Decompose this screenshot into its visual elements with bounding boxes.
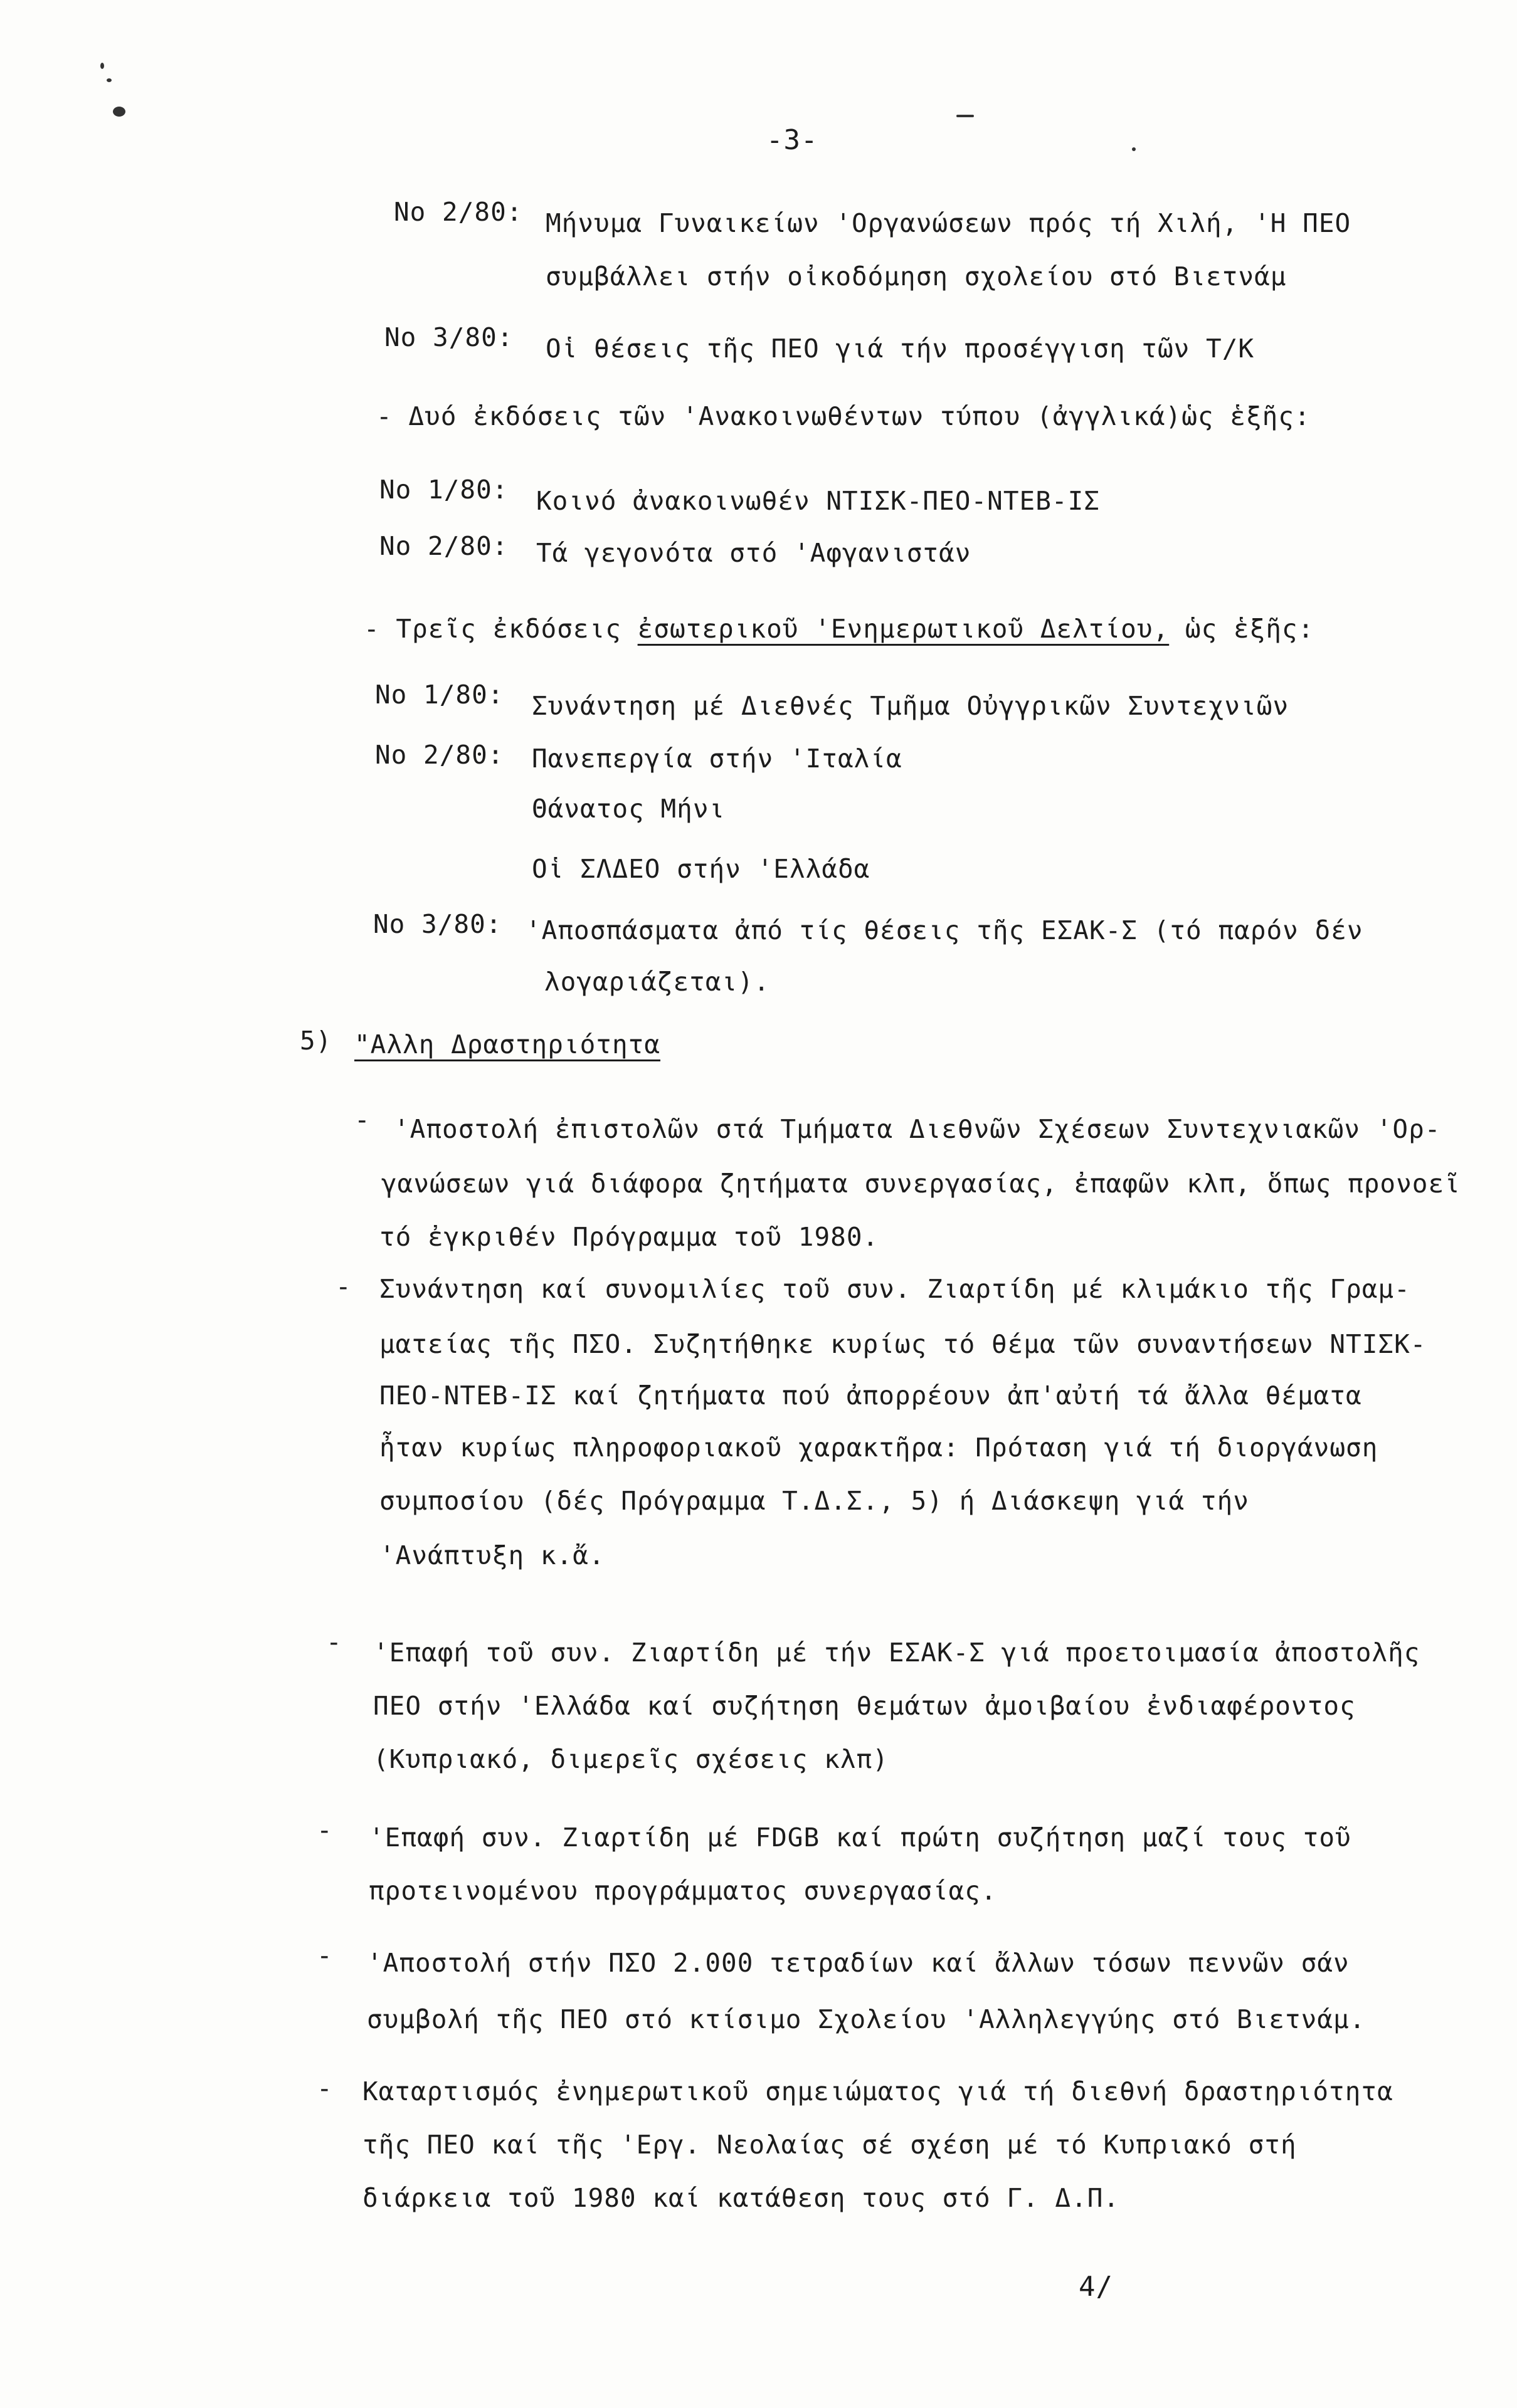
bullet-dash: - (326, 1627, 342, 1657)
bullet-text: ματείας τῆς ΠΣΟ. Συζητήθηκε κυρίως τό θέμα τῶν συναντήσεων ΝΤΙΣΚ- (379, 1329, 1427, 1359)
item-number: No 2/80: (394, 197, 523, 227)
item-text: Τά γεγονότα στό 'Αφγανιστάν (536, 538, 971, 568)
item-text: 'Αποσπάσματα ἀπό τίς θέσεις τῆς ΕΣΑΚ-Σ (τό παρόν δέν (526, 915, 1363, 945)
section-title: "Αλλη Δραστηριότητα (354, 1029, 660, 1059)
bullet-text: συμποσίου (δές Πρόγραμμα Τ.Δ.Σ., 5) ή Διάσκεψη γιά τήν (379, 1486, 1249, 1516)
bullet-dash: - (317, 1940, 333, 1970)
bullet-text: (Κυπριακό, διμερεῖς σχέσεις κλπ) (373, 1744, 889, 1774)
heading-prefix: - Τρεῖς ἐκδόσεις (364, 614, 638, 644)
item-number: No 1/80: (379, 475, 509, 505)
item-number: No 1/80: (375, 680, 504, 710)
item-text: λογαριάζεται). (544, 967, 770, 997)
heading-underlined: ἐσωτερικοῦ 'Ενημερωτικοῦ Δελτίου, (637, 614, 1170, 644)
bullet-text: γανώσεων γιά διάφορα ζητήματα συνεργασίας, ἐπαφῶν κλπ, ὅπως προνοεῖ (381, 1169, 1461, 1199)
bullet-text: 'Επαφή συν. Ζιαρτίδη μέ FDGB καί πρώτη συζήτηση μαζί τους τοῦ (369, 1822, 1351, 1853)
item-number: No 2/80: (379, 531, 509, 561)
bullet-text: συμβολή τῆς ΠΕΟ στό κτίσιμο Σχολείου 'Αλληλεγγύης στό Βιετνάμ. (367, 2004, 1366, 2034)
item-text: Συνάντηση μέ Διεθνές Τμῆμα Οὐγγρικῶν Συντεχνιῶν (532, 691, 1289, 721)
bullet-text: τῆς ΠΕΟ καί τῆς 'Εργ. Νεολαίας σέ σχέση μέ τό Κυπριακό στή (362, 2130, 1297, 2160)
bullet-text: Συνάντηση καί συνομιλίες τοῦ συν. Ζιαρτίδη μέ κλιμάκιο τῆς Γραμ- (379, 1274, 1410, 1304)
continuation-marker: 4/ (1079, 2271, 1113, 2303)
bullet-text: τό ἐγκριθέν Πρόγραμμα τοῦ 1980. (379, 1222, 879, 1252)
bullet-text: ἦταν κυρίως πληροφοριακοῦ χαρακτῆρα: Πρόταση γιά τή διοργάνωση (379, 1433, 1378, 1463)
item-text: Οἱ ΣΛΔΕΟ στήν 'Ελλάδα (532, 854, 870, 884)
bullet-dash: - (317, 1815, 333, 1845)
bullet-text: ΠΕΟ-ΝΤΕΒ-ΙΣ καί ζητήματα πού ἀπορρέουν ἀπ'αὐτή τά ἄλλα θέματα (379, 1380, 1362, 1411)
scan-speck (956, 115, 974, 117)
bullet-text: Καταρτισμός ἐνημερωτικοῦ σημειώματος γιά τή διεθνή δραστηριότητα (362, 2076, 1393, 2106)
item-text: Μήνυμα Γυναικείων 'Οργανώσεων πρός τή Χιλή, 'Η ΠΕΟ (546, 208, 1351, 238)
section-heading (364, 613, 1314, 645)
item-text: Οἱ θέσεις τῆς ΠΕΟ γιά τήν προσέγγιση τῶν Τ/Κ (546, 334, 1255, 364)
bullet-text: 'Ανάπτυξη κ.ἄ. (379, 1540, 605, 1570)
item-text: Θάνατος Μήνι (532, 794, 726, 824)
item-text: Κοινό ἀνακοινωθέν ΝΤΙΣΚ-ΠΕΟ-ΝΤΕΒ-ΙΣ (536, 486, 1100, 516)
scan-speck (107, 78, 112, 82)
bullet-text: προτεινομένου προγράμματος συνεργασίας. (369, 1876, 997, 1906)
scan-speck (1132, 147, 1136, 151)
scan-speck (100, 63, 104, 69)
bullet-dash: - (354, 1105, 371, 1135)
item-number: No 3/80: (373, 909, 502, 939)
section-heading: - Δυό ἐκδόσεις τῶν 'Ανακοινωθέντων τύπου (ἀγγλικά)ὡς ἑξῆς: (376, 401, 1311, 431)
heading-suffix: ὡς ἑξῆς: (1169, 614, 1314, 644)
item-number: No 3/80: (384, 322, 514, 352)
bullet-text: ΠΕΟ στήν 'Ελλάδα καί συζήτηση θεμάτων ἀμοιβαίου ἐνδιαφέροντος (373, 1691, 1356, 1721)
bullet-text: 'Επαφή τοῦ συν. Ζιαρτίδη μέ τήν ΕΣΑΚ-Σ γιά προετοιμασία ἀποστολῆς (373, 1638, 1420, 1668)
page-number: -3- (766, 124, 818, 156)
bullet-text: 'Αποστολή στήν ΠΣΟ 2.000 τετραδίων καί ἄλλων τόσων πεννῶν σάν (367, 1948, 1350, 1978)
bullet-text: 'Αποστολή ἐπιστολῶν στά Τμήματα Διεθνῶν Σχέσεων Συντεχνιακῶν 'Ορ- (394, 1114, 1441, 1144)
item-text: συμβάλλει στήν οἰκοδόμηση σχολείου στό Βιετνάμ (546, 261, 1287, 292)
section-number: 5) (300, 1026, 332, 1056)
bullet-dash: - (336, 1271, 352, 1301)
scan-speck (113, 107, 125, 117)
bullet-text: διάρκεια τοῦ 1980 καί κατάθεση τους στό Γ. Δ.Π. (362, 2183, 1120, 2213)
item-number: No 2/80: (375, 740, 504, 770)
item-text: Πανεπεργία στήν 'Ιταλία (532, 744, 902, 774)
bullet-dash: - (317, 2073, 333, 2103)
